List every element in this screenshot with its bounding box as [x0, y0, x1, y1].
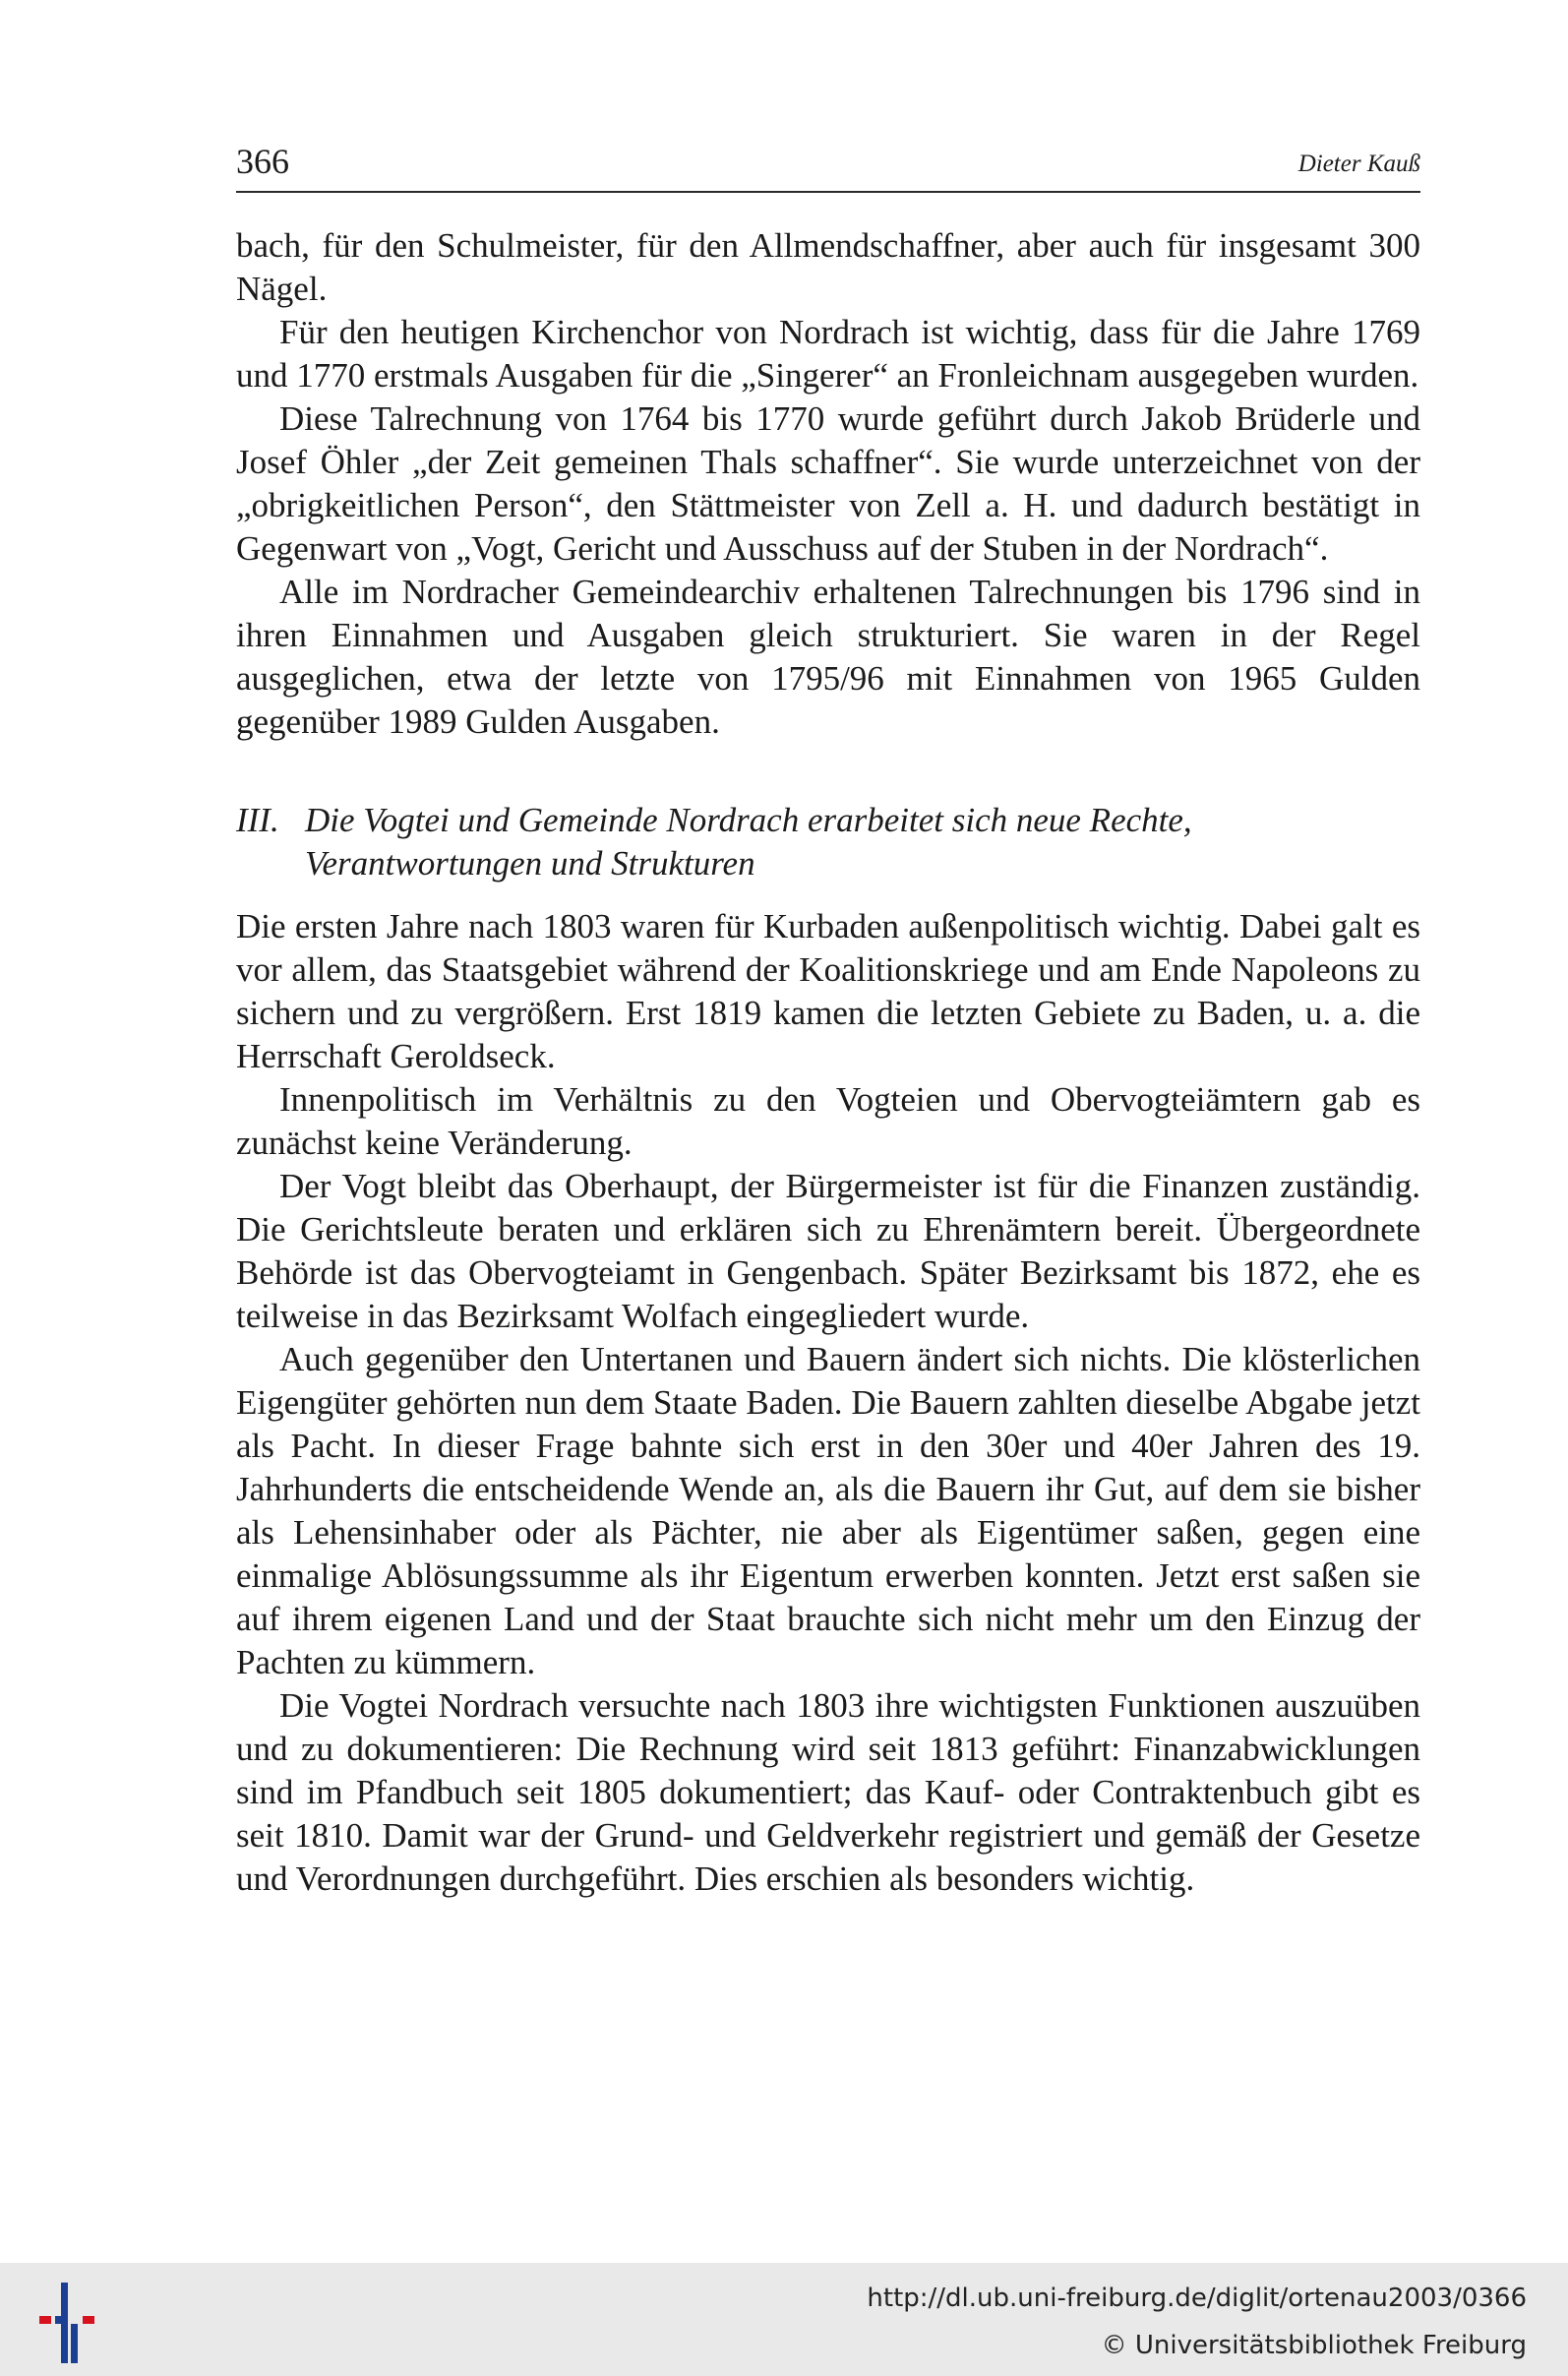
section-heading	[236, 799, 1420, 885]
page-number: 366	[236, 142, 289, 181]
paragraph: Die Vogtei Nordrach versuchte nach 1803 ihre wichtigsten Funktionen auszuüben und zu dokumentieren: Die Rechnung wird seit 1813 geführt: Finanzabwicklungen sind im Pfandbuch seit 1805 dokumentiert; das Kauf- oder Contraktenbuch gibt es seit 1810. Damit war der Grund- und Geldverkehr registriert und gemäß der Gesetze und Verordnungen durchgeführt. Dies erschien als besonders wichtig.	[236, 1686, 1420, 1898]
section-title-line: Die Vogtei und Gemeinde Nordrach erarbeitet sich neue Rechte,	[305, 801, 1192, 839]
main-text	[236, 224, 1420, 1901]
running-head-author: Dieter Kauß	[1297, 151, 1420, 177]
paragraph: Auch gegenüber den Untertanen und Bauern ändert sich nichts. Die klösterlichen Eigengüter gehörten nun dem Staate Baden. Die Bauern zahlten dieselbe Abgabe jetzt als Pacht. In dieser Frage bahnte sich erst in den 30er und 40er Jahren des 19. Jahrhunderts die entscheidende Wende an, als die Bauern ihr Gut, auf dem sie bisher als Lehensinhaber oder als Pächter, nie aber als Eigentümer saßen, gegen eine einmalige Ablösungssumme als ihr Eigentum erwerben konnten. Jetzt erst saßen sie auf ihrem eigenen Land und der Staat brauchte sich nicht mehr um den Einzug der Pachten zu kümmern.	[236, 1340, 1420, 1681]
paragraph: Diese Talrechnung von 1764 bis 1770 wurde geführt durch Jakob Brüderle und Josef Öhler „der Zeit gemeinen Thals schaffner“. Sie wurde unterzeichnet von der „obrigkeitlichen Person“, den Stättmeister von Zell a. H. und dadurch bestätigt in Gegenwart von „Vogt, Gericht und Ausschuss auf der Stuben in der Nordrach“.	[236, 399, 1420, 568]
paragraph: Für den heutigen Kirchenchor von Nordrach ist wichtig, dass für die Jahre 1769 und 1770 erstmals Ausgaben für die „Singerer“ an Fronleichnam ausgegeben wurden.	[236, 313, 1420, 395]
section-title	[305, 799, 1420, 885]
paragraph: Alle im Nordracher Gemeindearchiv erhaltenen Talrechnungen bis 1796 sind in ihren Einnahmen und Ausgaben gleich strukturiert. Sie waren in der Regel ausgeglichen, etwa der letzte von 1795/96 mit Einnahmen von 1965 Gulden gegenüber 1989 Gulden Ausgaben.	[236, 573, 1420, 741]
source-url-link[interactable]: http://dl.ub.uni-freiburg.de/diglit/ortenau2003/0366	[867, 2284, 1527, 2313]
viewer-footer	[0, 2263, 1568, 2376]
ub-freiburg-logo-icon	[37, 2279, 100, 2367]
section-title-line: Verantwortungen und Strukturen	[305, 844, 755, 883]
paragraph: bach, für den Schulmeister, für den Allmendschaffner, aber auch für insgesamt 300 Nägel.	[236, 226, 1420, 308]
paragraph: Der Vogt bleibt das Oberhaupt, der Bürgermeister ist für die Finanzen zuständig. Die Gerichtsleute beraten und erklären sich zu Ehrenämtern bereit. Übergeordnete Behörde ist das Obervogteiamt in Gengenbach. Später Bezirksamt bis 1872, ehe es teilweise in das Bezirksamt Wolfach eingegliedert wurde.	[236, 1167, 1420, 1335]
section-number: III.	[236, 801, 279, 839]
paragraph: Die ersten Jahre nach 1803 waren für Kurbaden außenpolitisch wichtig. Dabei galt es vor allem, das Staatsgebiet während der Koalitionskriege und am Ende Napoleons zu sichern und zu vergrößern. Erst 1819 kamen die letzten Gebiete zu Baden, u. a. die Herrschaft Geroldseck.	[236, 907, 1420, 1075]
paragraph: Innenpolitisch im Verhältnis zu den Vogteien und Obervogteiämtern gab es zunächst keine Veränderung.	[236, 1080, 1420, 1162]
copyright-notice: © Universitätsbibliothek Freiburg	[1101, 2331, 1527, 2360]
page-header	[236, 134, 1420, 193]
